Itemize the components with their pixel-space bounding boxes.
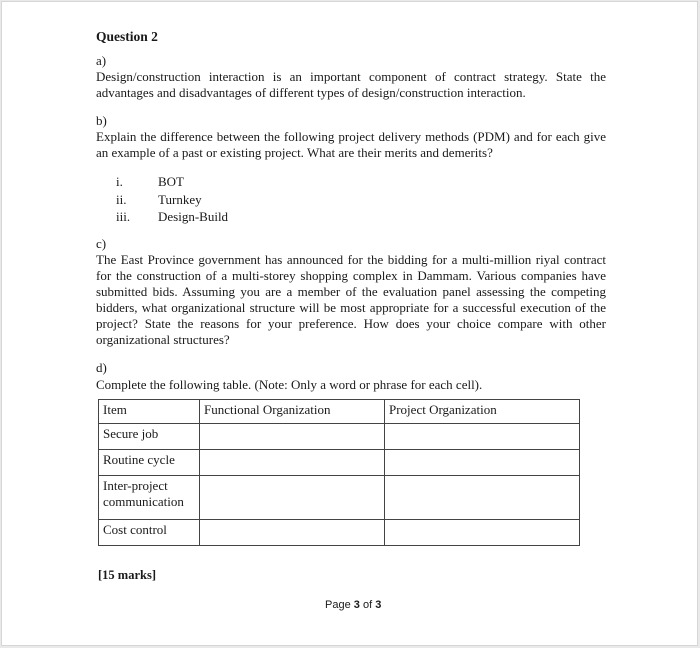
table-cell <box>385 424 580 450</box>
table-row <box>99 476 580 520</box>
page-number <box>325 599 381 611</box>
part-a-text: Design/construction interaction is an important component of contract strategy. State the advantages and disadvantages of different types of design/construction interaction. <box>96 69 606 100</box>
table-cell <box>200 450 385 476</box>
table-row <box>99 450 580 476</box>
table-cell <box>385 520 580 546</box>
table-cell <box>200 520 385 546</box>
list-number: iii. <box>116 209 131 224</box>
marks-label: [15 marks] <box>98 568 156 582</box>
list-number: i. <box>116 174 123 189</box>
part-a-label: a) <box>96 53 107 68</box>
list-text: Design-Build <box>158 209 229 224</box>
part-b-text: Explain the difference between the following project delivery methods (PDM) and for each give an example of a past or existing project. What are their merits and demerits? <box>96 129 606 160</box>
part-d-label: d) <box>96 360 107 375</box>
pdm-list <box>116 173 228 226</box>
row-label: Cost control <box>99 520 200 546</box>
table-header-row <box>99 400 580 424</box>
table-row <box>99 520 580 546</box>
list-item <box>116 191 228 209</box>
list-text: BOT <box>158 174 184 189</box>
part-c-label: c) <box>96 236 107 251</box>
row-label: Secure job <box>99 424 200 450</box>
page-current: 3 <box>353 599 360 611</box>
page-total: 3 <box>375 599 382 611</box>
list-item <box>116 173 228 191</box>
header-item: Item <box>99 400 200 424</box>
header-project: Project Organization <box>385 400 580 424</box>
table-cell <box>385 476 580 520</box>
table-row <box>99 424 580 450</box>
row-label: Inter-project communication <box>99 476 200 520</box>
comparison-table <box>98 399 580 546</box>
page-word: Page <box>325 599 351 611</box>
document-page <box>1 1 698 646</box>
part-d-text: Complete the following table. (Note: Only a word or phrase for each cell). <box>96 377 483 392</box>
question-title: Question 2 <box>96 29 158 44</box>
row-label: Routine cycle <box>99 450 200 476</box>
header-functional: Functional Organization <box>200 400 385 424</box>
of-word: of <box>362 599 373 611</box>
table-cell <box>200 424 385 450</box>
list-item <box>116 208 228 226</box>
list-text: Turnkey <box>158 191 202 207</box>
table-cell <box>200 476 385 520</box>
part-b-label: b) <box>96 113 107 128</box>
table-cell <box>385 450 580 476</box>
part-c-text: The East Province government has announced for the bidding for a multi-million riyal contract for the construction of a multi-storey shopping complex in Dammam. Various companies have submitted bids. Assuming you are a member of the evaluation panel assessing the competing bidders, what organizational structure will be most appropriate for a successful execution of the project? State the reasons for your preference. How does your choice compare with other organizational structures? <box>96 252 606 347</box>
list-number: ii. <box>116 191 127 207</box>
